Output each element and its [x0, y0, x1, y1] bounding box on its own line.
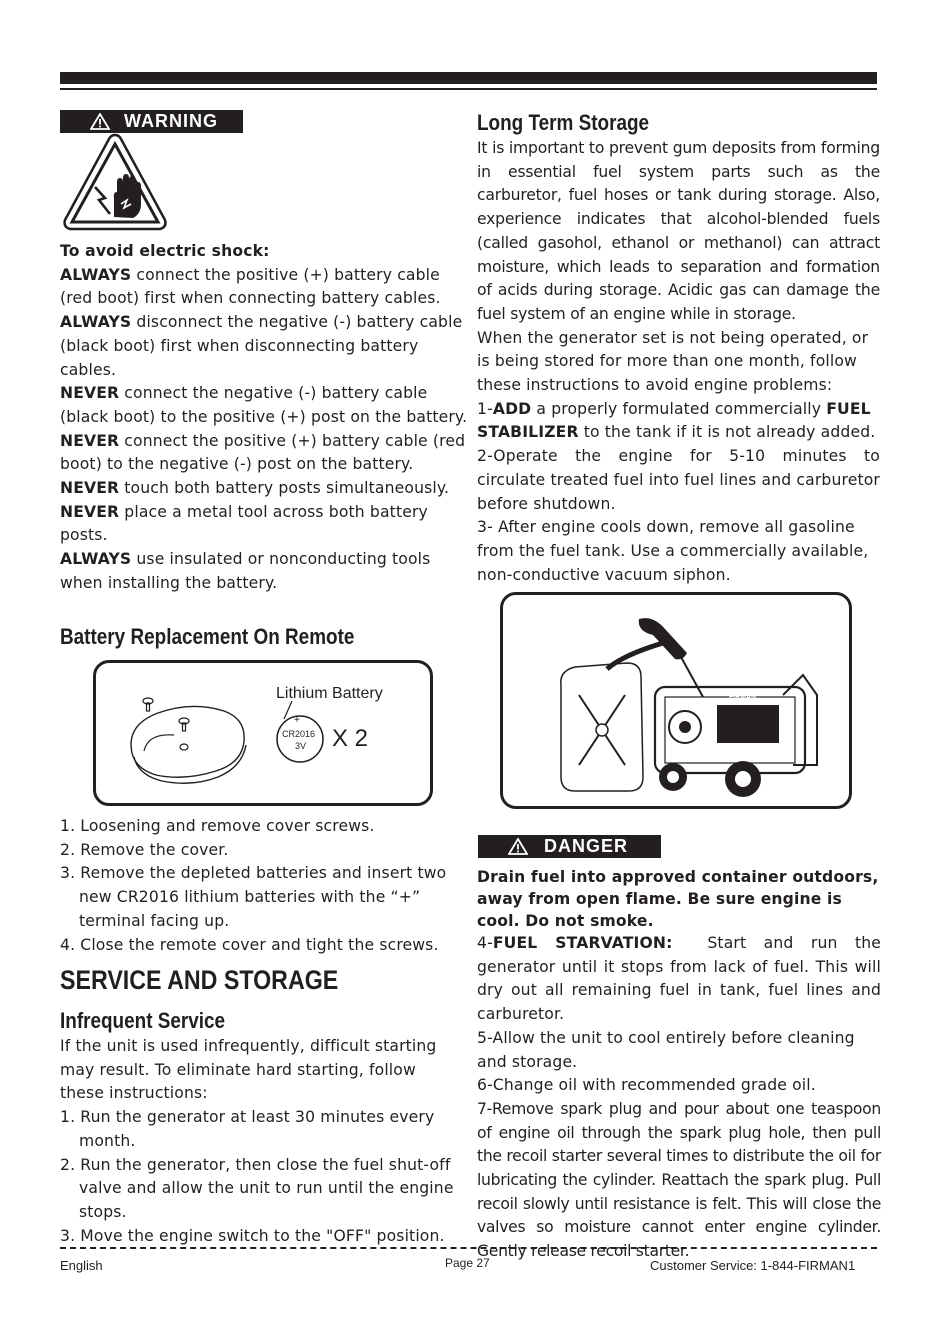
warning-line-text: place a metal tool across both battery posts.: [60, 502, 428, 545]
long-term-step: 3- After engine cools down, remove all gasoline from the fuel tank. Use a commercially available, non-conductive vacuum siphon.: [477, 518, 869, 584]
battery-step: 1. Loosening and remove cover screws.: [60, 817, 375, 835]
warning-strong: NEVER: [60, 431, 120, 450]
warning-triangle-icon: [90, 113, 110, 130]
battery-replacement-heading: Battery Replacement On Remote: [60, 624, 355, 649]
service-storage-heading: SERVICE AND STORAGE: [60, 965, 339, 995]
warning-line-text: connect the positive (+) battery cable (red boot) to the negative (-) post on the battery.: [60, 431, 466, 474]
warning-strong: ALWAYS: [60, 550, 132, 569]
warning-line: [60, 501, 470, 548]
battery-steps: [60, 815, 480, 957]
danger-step: [477, 932, 887, 1027]
footer-divider: [60, 1247, 877, 1249]
step-prefix: 1-: [477, 399, 493, 418]
battery-quantity: X 2: [332, 725, 369, 752]
infrequent-service-block: [60, 1035, 465, 1248]
danger-triangle-icon: [508, 838, 528, 855]
step-strong: ADD: [492, 399, 532, 418]
warning-strong: ALWAYS: [60, 265, 132, 284]
footer-customer-service: Customer Service: 1-844-FIRMAN1: [650, 1258, 856, 1273]
battery-step: 2. Remove the cover.: [60, 840, 229, 859]
warning-text-block: [60, 240, 470, 596]
generator-brand: FIRMAN: [729, 694, 757, 701]
generator-drawing: [503, 595, 849, 806]
danger-banner: [478, 835, 661, 858]
warning-banner: [60, 110, 243, 133]
electric-shock-hand-icon: [61, 132, 169, 234]
step-text: to the tank if it is not already added.: [578, 423, 876, 442]
warning-line: [60, 477, 470, 501]
header-rule: [60, 88, 877, 90]
warning-strong: NEVER: [60, 384, 120, 403]
battery-voltage: 3V: [295, 741, 307, 751]
warning-line: [60, 311, 470, 382]
warning-line: [60, 382, 470, 429]
screw-icon: [143, 698, 153, 711]
infrequent-step: 3. Move the engine switch to the "OFF" position.: [60, 1226, 445, 1245]
warning-line-text: connect the negative (-) battery cable (black boot) to the positive (+) post on the battery.: [60, 384, 468, 426]
warning-label: WARNING: [124, 111, 218, 131]
coin-battery-icon: [277, 716, 323, 762]
infrequent-step: 2. Run the generator, then close the fuel shut-off valve and allow the unit to run until the engine stops.: [60, 1155, 454, 1221]
generator-siphon-figure: [500, 592, 852, 809]
warning-line-text: touch both battery posts simultaneously.: [119, 479, 450, 498]
long-term-step: 2-Operate the engine for 5-10 minutes to circulate treated fuel into fuel lines and carburetor before shutdown.: [477, 447, 880, 513]
danger-step: 5-Allow the unit to cool entirely before cleaning and storage.: [477, 1028, 855, 1071]
step-strong: FUEL STARVATION:: [492, 934, 673, 952]
step-text: a properly formulated commercially: [531, 399, 827, 418]
warning-strong: NEVER: [60, 479, 120, 498]
battery-model: CR2016: [282, 729, 316, 739]
remote-battery-figure: [93, 660, 433, 806]
warning-line-text: use insulated or nonconducting tools when installing the battery.: [60, 550, 431, 592]
long-term-para: It is important to prevent gum deposits from forming in essential fuel system parts such as the carburetor, fuel hoses or tank during storage. Also, experience indicates that alcohol-blended fuels (called gasohol, ethanol or methanol) can attract moisture, which leads to separation and formation of acids during storage. Acidic gas can damage the fuel system of an engine while in storage.: [477, 139, 880, 323]
long-term-step: [477, 398, 880, 445]
step-strong: FUEL STABILIZER: [477, 399, 871, 442]
long-term-storage-heading: Long Term Storage: [477, 110, 650, 135]
long-term-block: [477, 137, 880, 587]
warning-line: [60, 264, 470, 311]
warning-line: [60, 548, 470, 595]
warning-line: [60, 430, 470, 477]
danger-step: 6-Change oil with recommended grade oil.: [477, 1076, 816, 1095]
footer-language: English: [60, 1258, 103, 1273]
battery-plus: +: [294, 715, 300, 726]
step-text: Start and run the generator until it stops from lack of fuel. This will dry out all remaining fuel in tank, fuel lines and carburetor.: [477, 934, 887, 1024]
warning-title: To avoid electric shock:: [60, 242, 270, 260]
infrequent-step: 1. Run the generator at least 30 minutes every month.: [60, 1108, 435, 1150]
step-prefix: 4-: [477, 934, 493, 952]
infrequent-service-heading: Infrequent Service: [60, 1008, 226, 1033]
danger-label: DANGER: [544, 836, 629, 856]
battery-step: 4. Close the remote cover and tight the screws.: [60, 935, 439, 954]
footer-page-number: Page 27: [445, 1256, 490, 1270]
header-bar: [60, 72, 877, 84]
warning-line-text: connect the positive (+) battery cable (red boot) first when connecting battery cables.: [60, 265, 441, 308]
warning-line-text: disconnect the negative (-) battery cable (black boot) first when disconnecting battery cables.: [60, 313, 463, 379]
danger-step: 7-Remove spark plug and pour about one teaspoon of engine oil through the spark plug hole, then pull the recoil starter several times to distribute the oil for lubricating the cylinder. Reattach the spark plug. Pull recoil slowly until resistance is felt. This will close the valves so moisture cannot enter engine cylinder. Gently release recoil starter.: [477, 1099, 881, 1261]
fuel-can-icon: [561, 663, 643, 791]
long-term-para: When the generator set is not being operated, or is being stored for more than one month, follow these instructions to avoid engine problems:: [477, 328, 869, 395]
danger-block: [477, 866, 887, 1264]
remote-drawing: [96, 663, 430, 803]
battery-label: Lithium Battery: [276, 685, 383, 702]
battery-step: 3. Remove the depleted batteries and insert two new CR2016 lithium batteries with the “+” terminal facing up.: [60, 864, 447, 930]
danger-bold-text: Drain fuel into approved container outdoors, away from open flame. Be sure engine is cool. Do not smoke.: [477, 868, 879, 930]
warning-strong: ALWAYS: [60, 313, 132, 332]
infrequent-intro: If the unit is used infrequently, difficult starting may result. To eliminate hard starting, follow these instructions:: [60, 1037, 437, 1103]
warning-strong: NEVER: [60, 502, 120, 521]
